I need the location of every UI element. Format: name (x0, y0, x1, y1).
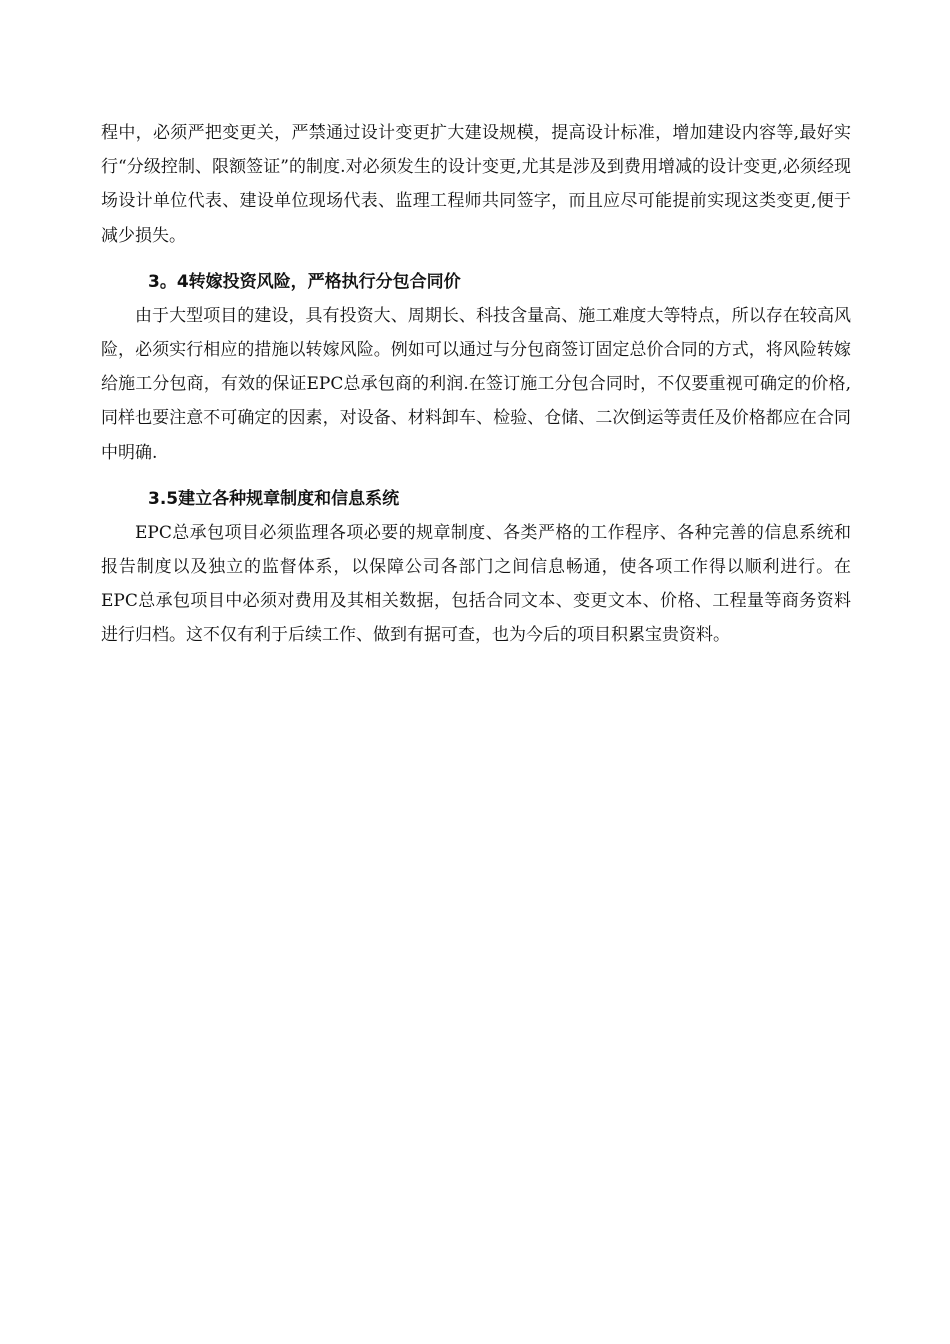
section-body-3-4: 由于大型项目的建设，具有投资大、周期长、科技含量高、施工难度大等特点，所以存在较高风险，必须实行相应的措施以转嫁风险。例如可以通过与分包商签订固定总价合同的方式，将风险转嫁给施工分包商，有效的保证EPC总承包商的利润.在签订施工分包合同时，不仅要重视可确定的价格,同样也要注意不可确定的因素，对设备、材料卸车、检验、仓储、二次倒运等责任及价格都应在合同中明确. (101, 305, 851, 463)
section-body-3-5: EPC总承包项目必须监理各项必要的规章制度、各类严格的工作程序、各种完善的信息系统和报告制度以及独立的监督体系，以保障公司各部门之间信息畅通，使各项工作得以顺利进行。在EPC总承包项目中必须对费用及其相关数据，包括合同文本、变更文本、价格、工程量等商务资料进行归档。这不仅有利于后续工作、做到有据可查，也为今后的项目积累宝贵资料。 (101, 522, 851, 646)
continued-paragraph: 程中，必须严把变更关，严禁通过设计变更扩大建设规模，提高设计标准，增加建设内容等,最好实行“分级控制、限额签证”的制度.对必须发生的设计变更,尤其是涉及到费用增减的设计变更,必须经现场设计单位代表、建设单位现场代表、监理工程师共同签字，而且应尽可能提前实现这类变更,便于减少损失。 (101, 123, 851, 246)
section-heading-3-4: 3。4转嫁投资风险，严格执行分包合同价 (148, 271, 461, 292)
document-body (101, 116, 851, 653)
section-heading-3-5: 3.5建立各种规章制度和信息系统 (148, 488, 400, 509)
